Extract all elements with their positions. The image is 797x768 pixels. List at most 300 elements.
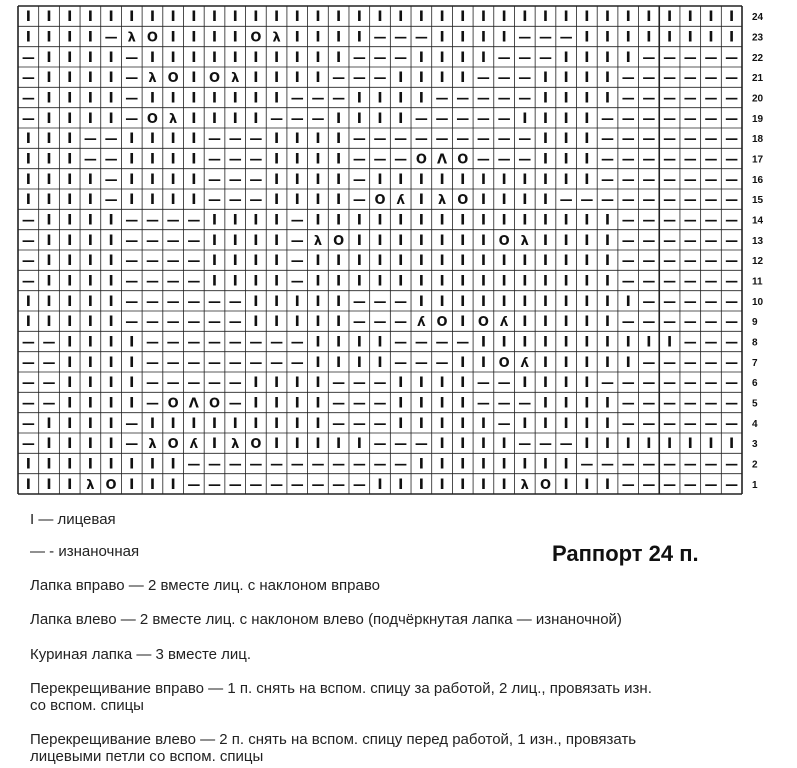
yarn-over-symbol: O <box>415 152 427 168</box>
purl-symbol: — <box>166 355 180 371</box>
knit-symbol: I <box>625 49 631 66</box>
row-number: 17 <box>752 154 764 166</box>
knit-symbol: I <box>67 9 73 26</box>
knit-symbol: I <box>87 415 94 432</box>
purl-symbol: — <box>704 274 718 290</box>
ssk-symbol: ʎ <box>396 193 405 209</box>
knit-symbol: I <box>253 110 259 127</box>
knit-symbol: I <box>584 90 590 107</box>
knit-symbol: I <box>480 192 487 209</box>
yarn-over-symbol: O <box>146 111 158 127</box>
knit-symbol: I <box>25 192 31 209</box>
purl-symbol: — <box>332 416 346 432</box>
purl-symbol: — <box>21 213 35 229</box>
purl-symbol: — <box>208 457 222 473</box>
knit-symbol: I <box>129 375 135 392</box>
knit-symbol: I <box>46 171 52 188</box>
purl-symbol: — <box>663 355 677 371</box>
purl-symbol: — <box>42 335 56 351</box>
knit-symbol: I <box>501 273 507 290</box>
purl-symbol: — <box>642 111 656 127</box>
knit-symbol: I <box>563 375 569 392</box>
purl-symbol: — <box>145 213 159 229</box>
knit-symbol: I <box>191 29 197 46</box>
purl-symbol: — <box>456 111 470 127</box>
knit-symbol: I <box>604 253 611 270</box>
knit-symbol: I <box>191 110 197 127</box>
knit-symbol: I <box>87 70 94 87</box>
knit-symbol: I <box>480 29 487 46</box>
knit-symbol: I <box>315 212 321 229</box>
purl-symbol: — <box>21 50 35 66</box>
ssk-symbol: ʎ <box>520 355 530 371</box>
knit-symbol: I <box>149 9 156 26</box>
purl-symbol: — <box>166 315 180 331</box>
purl-symbol: — <box>187 254 201 270</box>
knit-symbol: I <box>273 375 280 392</box>
purl-symbol: — <box>683 71 697 87</box>
cdd-symbol: Λ <box>188 396 199 412</box>
knit-symbol: I <box>67 29 73 46</box>
purl-symbol: — <box>601 457 615 473</box>
purl-symbol: — <box>125 50 139 66</box>
knit-symbol: I <box>418 212 424 229</box>
knit-symbol: I <box>687 29 693 46</box>
purl-symbol: — <box>704 172 718 188</box>
knit-symbol: I <box>480 436 487 453</box>
knit-symbol: I <box>439 29 445 46</box>
purl-symbol: — <box>518 71 532 87</box>
knit-symbol: I <box>563 293 569 310</box>
purl-symbol: — <box>663 233 677 249</box>
purl-symbol: — <box>476 396 490 412</box>
knit-symbol: I <box>129 192 135 209</box>
knit-symbol: I <box>501 436 507 453</box>
purl-symbol: — <box>125 213 139 229</box>
knit-symbol: I <box>687 436 693 453</box>
purl-symbol: — <box>228 457 242 473</box>
knit-symbol: I <box>398 415 404 432</box>
knit-symbol: I <box>294 70 300 87</box>
purl-symbol: — <box>704 193 718 209</box>
yarn-over-symbol: O <box>539 477 552 493</box>
k2tog-symbol: λ <box>437 193 447 209</box>
knit-symbol: I <box>46 90 52 107</box>
knit-symbol: I <box>149 192 156 209</box>
purl-symbol: — <box>249 193 263 209</box>
knit-symbol: I <box>294 171 300 188</box>
knit-symbol: I <box>67 436 73 453</box>
knit-symbol: I <box>336 273 342 290</box>
knit-symbol: I <box>563 151 569 168</box>
purl-symbol: — <box>42 355 56 371</box>
purl-symbol: — <box>476 376 490 392</box>
purl-symbol: — <box>621 71 635 87</box>
knit-symbol: I <box>294 436 300 453</box>
knit-symbol: I <box>315 192 321 209</box>
knit-symbol: I <box>460 273 466 290</box>
knit-symbol: I <box>273 314 280 331</box>
knit-symbol: I <box>604 415 611 432</box>
knit-symbol: I <box>191 90 197 107</box>
purl-symbol: — <box>208 294 222 310</box>
knit-symbol: I <box>418 273 424 290</box>
knit-symbol: I <box>294 314 300 331</box>
purl-symbol: — <box>208 335 222 351</box>
knit-symbol: I <box>211 273 218 290</box>
knit-symbol: I <box>439 9 445 26</box>
knit-symbol: I <box>584 375 590 392</box>
purl-symbol: — <box>125 294 139 310</box>
knit-symbol: I <box>542 253 549 270</box>
knit-symbol: I <box>87 29 94 46</box>
purl-symbol: — <box>166 376 180 392</box>
purl-symbol: — <box>642 132 656 148</box>
knit-symbol: I <box>87 395 94 412</box>
purl-symbol: — <box>621 193 635 209</box>
knit-symbol: I <box>398 253 404 270</box>
knit-symbol: I <box>211 49 218 66</box>
knit-symbol: I <box>273 90 280 107</box>
knit-symbol: I <box>67 212 73 229</box>
purl-symbol: — <box>394 355 408 371</box>
knit-symbol: I <box>563 273 569 290</box>
purl-symbol: — <box>145 294 159 310</box>
knit-symbol: I <box>460 253 466 270</box>
knit-symbol: I <box>211 436 218 453</box>
knit-symbol: I <box>356 334 362 351</box>
knit-symbol: I <box>542 171 549 188</box>
purl-symbol: — <box>311 111 325 127</box>
knit-symbol: I <box>211 415 218 432</box>
purl-symbol: — <box>704 111 718 127</box>
purl-symbol: — <box>725 477 739 493</box>
purl-symbol: — <box>725 233 739 249</box>
knit-symbol: I <box>542 70 549 87</box>
purl-symbol: — <box>559 437 573 453</box>
purl-symbol: — <box>435 335 449 351</box>
purl-symbol: — <box>332 91 346 107</box>
knit-symbol: I <box>211 9 218 26</box>
knit-symbol: I <box>25 29 31 46</box>
knit-symbol: I <box>273 151 280 168</box>
purl-symbol: — <box>21 376 35 392</box>
knit-symbol: I <box>129 9 135 26</box>
knit-symbol: I <box>253 395 259 412</box>
knit-symbol: I <box>501 171 507 188</box>
yarn-over-symbol: O <box>498 233 510 249</box>
purl-symbol: — <box>725 355 739 371</box>
knit-symbol: I <box>273 70 280 87</box>
knit-symbol: I <box>273 49 280 66</box>
purl-symbol: — <box>166 233 180 249</box>
knit-symbol: I <box>25 476 31 493</box>
knit-symbol: I <box>418 415 424 432</box>
purl-symbol: — <box>187 376 201 392</box>
purl-symbol: — <box>187 294 201 310</box>
knit-symbol: I <box>67 354 73 371</box>
knit-symbol: I <box>232 90 238 107</box>
knit-symbol: I <box>336 253 342 270</box>
purl-symbol: — <box>352 193 366 209</box>
knit-symbol: I <box>501 29 507 46</box>
purl-symbol: — <box>725 376 739 392</box>
purl-symbol: — <box>621 233 635 249</box>
purl-symbol: — <box>414 437 428 453</box>
knit-symbol: I <box>439 456 445 473</box>
knit-symbol: I <box>315 293 321 310</box>
purl-symbol: — <box>621 376 635 392</box>
knit-symbol: I <box>418 476 424 493</box>
knit-symbol: I <box>232 232 238 249</box>
purl-symbol: — <box>352 477 366 493</box>
knit-symbol: I <box>191 49 197 66</box>
knit-symbol: I <box>336 151 342 168</box>
knit-symbol: I <box>356 29 362 46</box>
knit-symbol: I <box>87 293 94 310</box>
knit-symbol: I <box>480 273 487 290</box>
k2tog-symbol: λ <box>148 71 157 87</box>
knit-symbol: I <box>418 456 424 473</box>
knit-symbol: I <box>129 395 135 412</box>
purl-symbol: — <box>228 132 242 148</box>
purl-symbol: — <box>621 416 635 432</box>
knit-symbol: I <box>522 253 528 270</box>
row-number: 23 <box>752 32 764 44</box>
purl-symbol: — <box>725 111 739 127</box>
purl-symbol: — <box>704 254 718 270</box>
knit-symbol: I <box>563 314 569 331</box>
purl-symbol: — <box>725 335 739 351</box>
purl-symbol: — <box>249 132 263 148</box>
knit-symbol: I <box>563 70 569 87</box>
knit-symbol: I <box>480 212 487 229</box>
knit-symbol: I <box>604 476 611 493</box>
purl-symbol: — <box>642 91 656 107</box>
knit-symbol: I <box>563 110 569 127</box>
purl-symbol: — <box>476 71 490 87</box>
purl-symbol: — <box>663 172 677 188</box>
knit-symbol: I <box>522 273 528 290</box>
row-number: 19 <box>752 113 764 125</box>
knit-symbol: I <box>273 415 280 432</box>
purl-symbol: — <box>663 213 677 229</box>
knit-symbol: I <box>46 212 52 229</box>
purl-symbol: — <box>208 193 222 209</box>
purl-symbol: — <box>725 193 739 209</box>
purl-symbol: — <box>642 254 656 270</box>
purl-symbol: — <box>187 213 201 229</box>
purl-symbol: — <box>270 477 284 493</box>
knit-symbol: I <box>149 49 156 66</box>
knit-symbol: I <box>336 49 342 66</box>
purl-symbol: — <box>725 274 739 290</box>
knit-symbol: I <box>170 456 176 473</box>
purl-symbol: — <box>642 396 656 412</box>
knit-symbol: I <box>108 456 114 473</box>
purl-symbol: — <box>290 477 304 493</box>
knit-symbol: I <box>232 212 238 229</box>
purl-symbol: — <box>373 50 387 66</box>
yarn-over-symbol: O <box>250 437 262 453</box>
purl-symbol: — <box>394 437 408 453</box>
knit-symbol: I <box>584 334 590 351</box>
purl-symbol: — <box>394 457 408 473</box>
purl-symbol: — <box>352 416 366 432</box>
knit-symbol: I <box>315 151 321 168</box>
knit-symbol: I <box>480 415 487 432</box>
knit-symbol: I <box>25 293 31 310</box>
knit-symbol: I <box>336 334 342 351</box>
purl-symbol: — <box>21 274 35 290</box>
knit-symbol: I <box>46 110 52 127</box>
knit-symbol: I <box>129 476 135 493</box>
purl-symbol: — <box>725 91 739 107</box>
purl-symbol: — <box>290 233 304 249</box>
k2tog-symbol: λ <box>86 477 95 493</box>
knit-symbol: I <box>439 375 445 392</box>
purl-symbol: — <box>187 274 201 290</box>
row-number: 4 <box>752 418 758 430</box>
knit-symbol: I <box>149 171 156 188</box>
knit-symbol: I <box>522 415 528 432</box>
knit-symbol: I <box>191 131 197 148</box>
knit-symbol: I <box>46 476 52 493</box>
purl-symbol: — <box>704 335 718 351</box>
purl-symbol: — <box>683 376 697 392</box>
knit-symbol: I <box>273 232 280 249</box>
purl-symbol: — <box>725 50 739 66</box>
knit-symbol: I <box>398 476 404 493</box>
row-number: 9 <box>752 317 758 329</box>
purl-symbol: — <box>601 132 615 148</box>
purl-symbol: — <box>166 274 180 290</box>
knit-symbol: I <box>170 171 176 188</box>
purl-symbol: — <box>21 233 35 249</box>
knit-symbol: I <box>46 29 52 46</box>
purl-symbol: — <box>249 477 263 493</box>
knit-symbol: I <box>584 253 590 270</box>
purl-symbol: — <box>373 152 387 168</box>
knit-symbol: I <box>46 415 52 432</box>
legend-cross-left-cont: лицевыми петли со вспом. спицы <box>30 748 264 765</box>
knit-symbol: I <box>294 395 300 412</box>
knit-symbol: I <box>666 29 673 46</box>
purl-symbol: — <box>270 111 284 127</box>
knit-symbol: I <box>315 9 321 26</box>
k2tog-symbol: λ <box>272 30 281 46</box>
knit-symbol: I <box>356 273 362 290</box>
purl-symbol: — <box>621 213 635 229</box>
purl-symbol: — <box>290 254 304 270</box>
yarn-over-symbol: O <box>457 193 469 209</box>
row-number: 14 <box>752 215 764 227</box>
row-number: 16 <box>752 174 764 186</box>
knit-symbol: I <box>273 253 280 270</box>
knit-symbol: I <box>253 212 259 229</box>
knit-symbol: I <box>253 90 259 107</box>
purl-symbol: — <box>352 132 366 148</box>
purl-symbol: — <box>683 355 697 371</box>
purl-symbol: — <box>559 193 573 209</box>
purl-symbol: — <box>538 50 552 66</box>
purl-symbol: — <box>497 416 511 432</box>
knit-symbol: I <box>522 375 528 392</box>
purl-symbol: — <box>21 111 35 127</box>
knit-symbol: I <box>253 49 259 66</box>
knit-symbol: I <box>584 49 590 66</box>
knit-symbol: I <box>294 29 300 46</box>
chart-symbols <box>22 9 738 493</box>
purl-symbol: — <box>104 172 118 188</box>
purl-symbol: — <box>394 315 408 331</box>
knit-symbol: I <box>191 70 197 87</box>
purl-symbol: — <box>21 416 35 432</box>
knit-symbol: I <box>108 273 114 290</box>
purl-symbol: — <box>621 111 635 127</box>
knit-symbol: I <box>67 253 73 270</box>
purl-symbol: — <box>642 315 656 331</box>
knit-symbol: I <box>273 131 280 148</box>
purl-symbol: — <box>725 315 739 331</box>
knit-symbol: I <box>108 253 114 270</box>
knit-symbol: I <box>625 9 631 26</box>
purl-symbol: — <box>476 111 490 127</box>
knit-symbol: I <box>522 212 528 229</box>
knit-symbol: I <box>418 49 424 66</box>
knit-symbol: I <box>191 415 197 432</box>
knit-symbol: I <box>584 354 590 371</box>
knit-symbol: I <box>336 9 342 26</box>
purl-symbol: — <box>663 315 677 331</box>
knit-symbol: I <box>439 436 445 453</box>
knit-symbol: I <box>232 110 238 127</box>
purl-symbol: — <box>683 132 697 148</box>
purl-symbol: — <box>290 274 304 290</box>
knit-symbol: I <box>542 9 549 26</box>
purl-symbol: — <box>21 91 35 107</box>
knit-symbol: I <box>170 49 176 66</box>
purl-symbol: — <box>208 152 222 168</box>
purl-symbol: — <box>228 335 242 351</box>
purl-symbol: — <box>642 457 656 473</box>
knit-symbol: I <box>67 476 73 493</box>
knit-symbol: I <box>418 171 424 188</box>
purl-symbol: — <box>621 396 635 412</box>
knit-symbol: I <box>46 314 52 331</box>
knit-symbol: I <box>501 212 507 229</box>
purl-symbol: — <box>332 71 346 87</box>
yarn-over-symbol: O <box>250 30 262 46</box>
row-number: 21 <box>752 73 764 85</box>
purl-symbol: — <box>352 50 366 66</box>
legend-cross-right-cont: со вспом. спицы <box>30 697 144 714</box>
knit-symbol: I <box>253 314 259 331</box>
knit-symbol: I <box>439 395 445 412</box>
k2tog-symbol: λ <box>520 477 529 493</box>
knit-symbol: I <box>46 49 52 66</box>
knit-symbol: I <box>646 436 652 453</box>
purl-symbol: — <box>373 416 387 432</box>
purl-symbol: — <box>538 30 552 46</box>
purl-symbol: — <box>125 233 139 249</box>
purl-symbol: — <box>125 91 139 107</box>
knit-symbol: I <box>542 395 549 412</box>
knit-symbol: I <box>501 334 507 351</box>
knit-symbol: I <box>149 90 156 107</box>
row-number: 15 <box>752 195 764 207</box>
purl-symbol: — <box>683 457 697 473</box>
